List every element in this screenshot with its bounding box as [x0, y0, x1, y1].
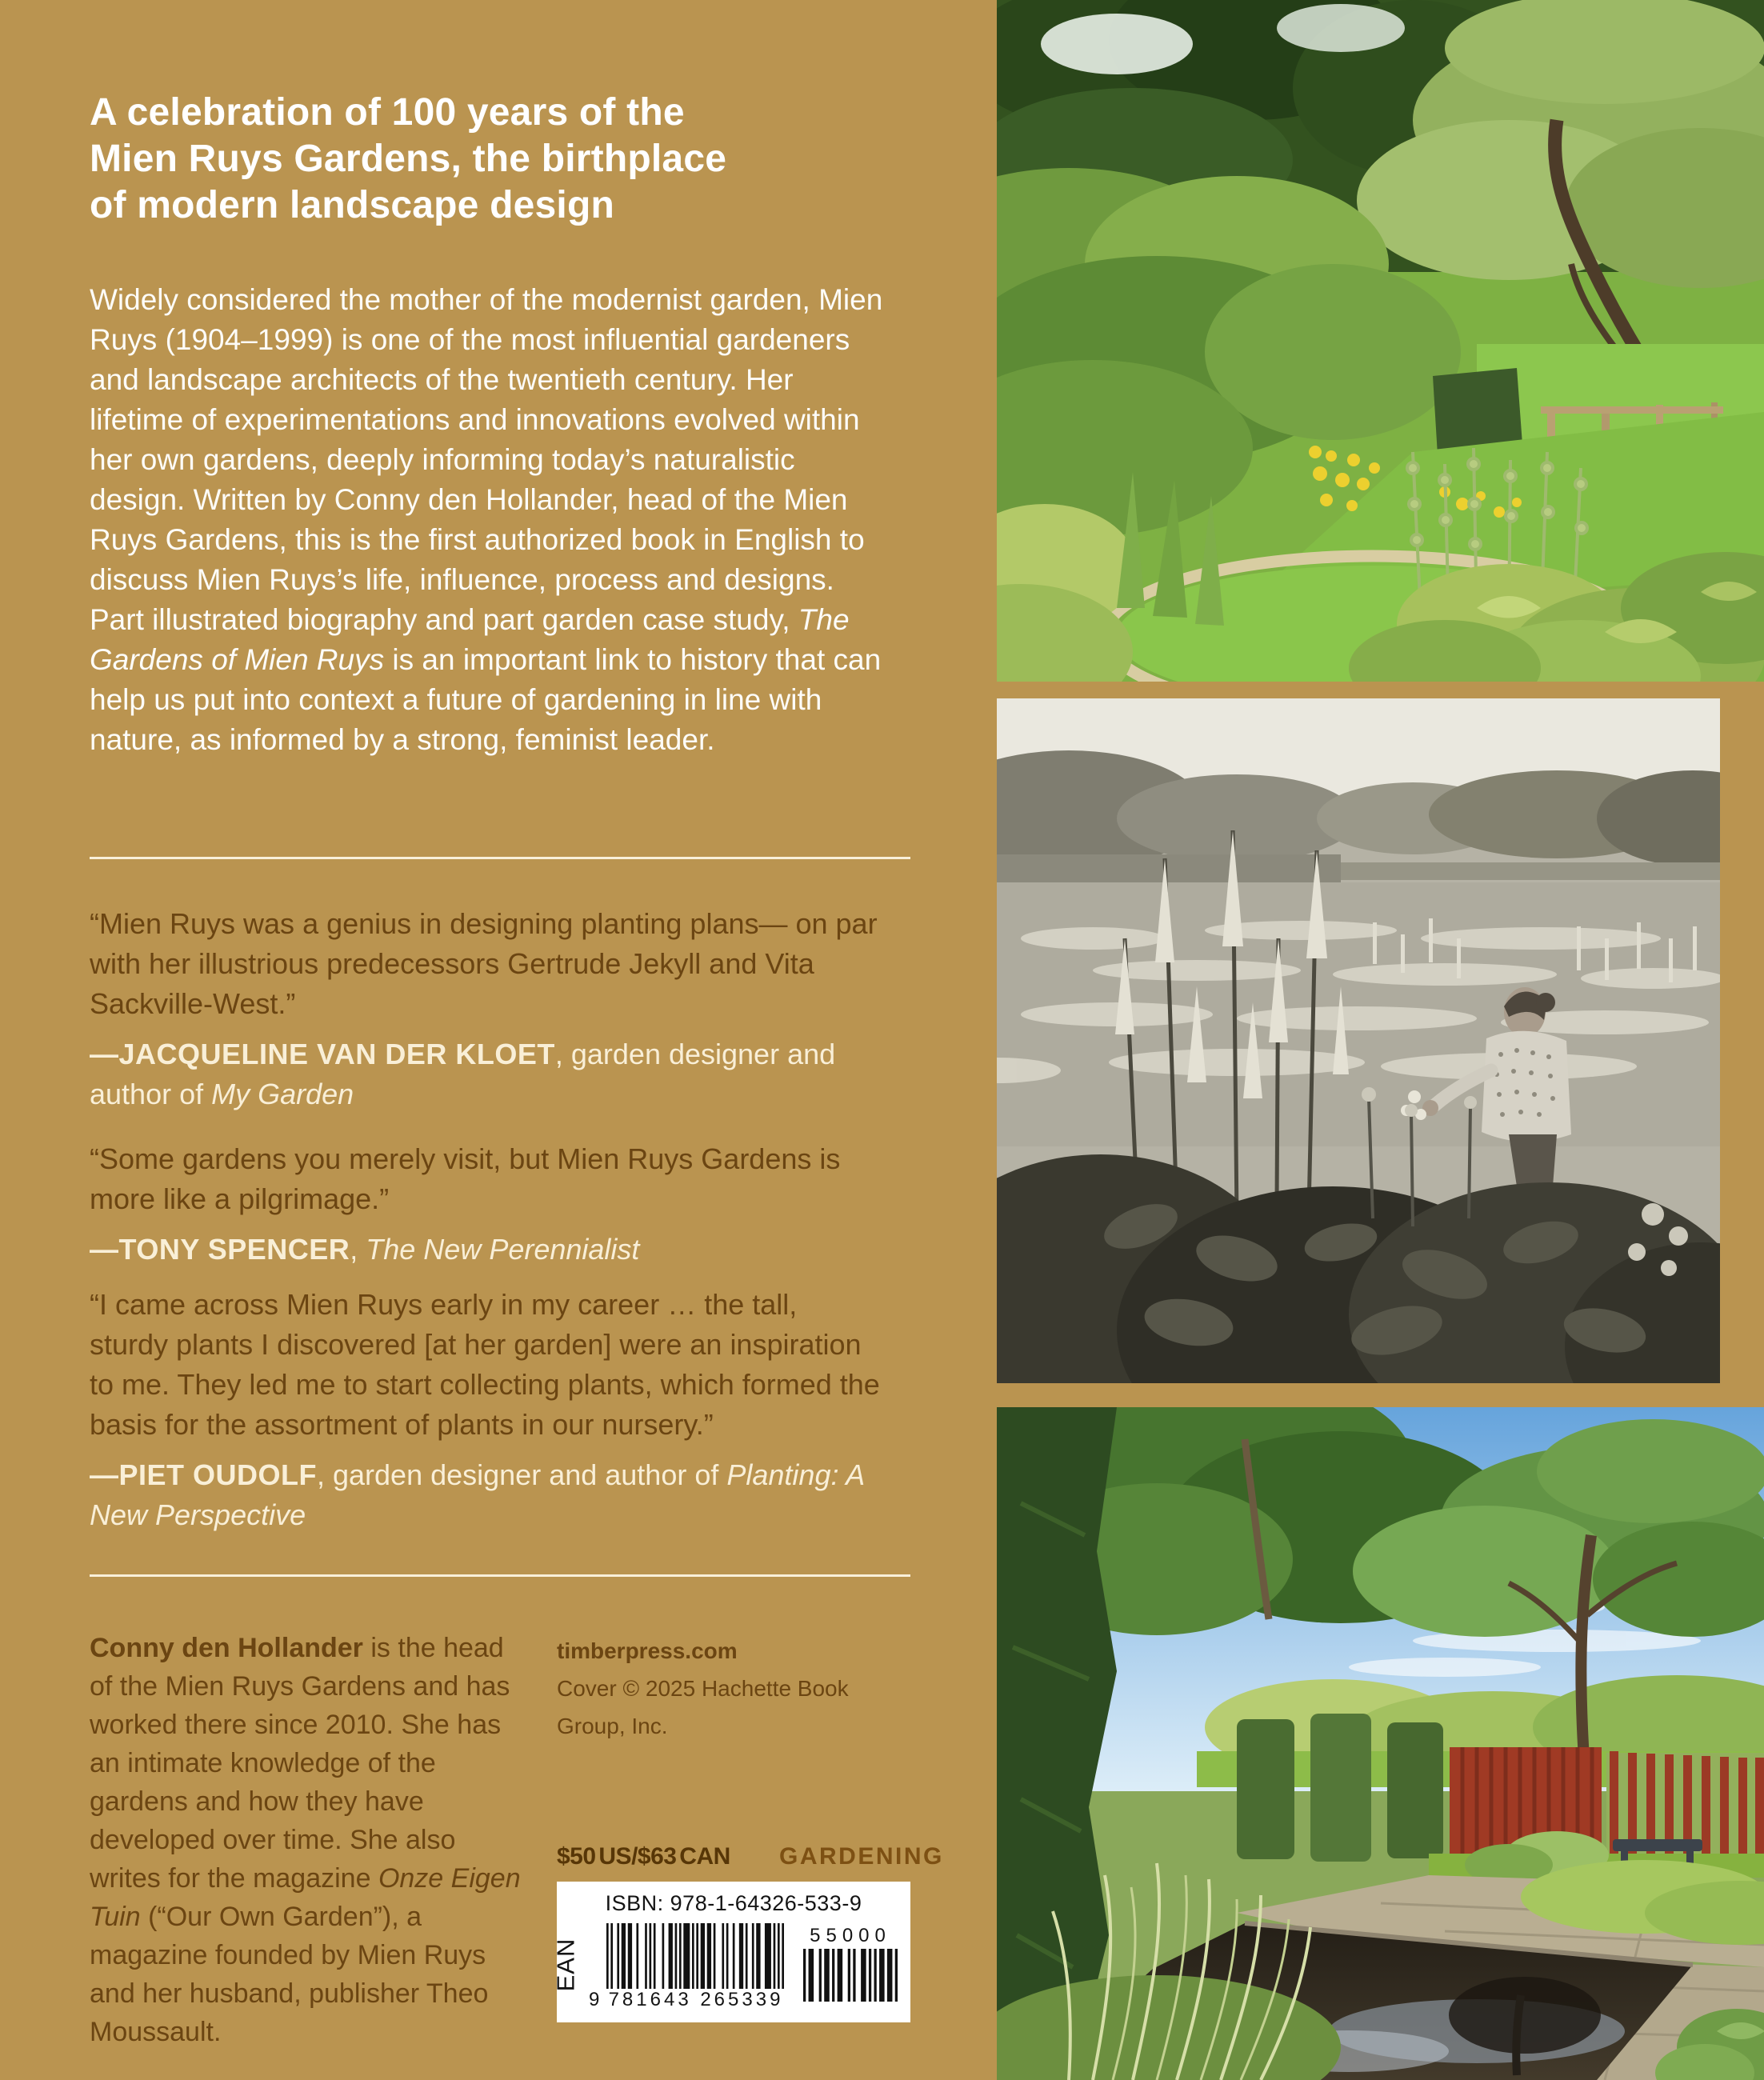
intro-paragraph	[90, 280, 893, 760]
mien-ruys-bw-illustration	[997, 698, 1720, 1383]
attribution-work: My Garden	[211, 1078, 354, 1110]
separator-line-bottom	[90, 1574, 910, 1577]
attribution-name: —PIET OUDOLF	[90, 1458, 317, 1491]
barcode-digits-main: 781643 265339	[608, 1989, 784, 2010]
quote-attribution	[90, 1034, 883, 1114]
quote-text: “Some gardens you merely visit, but Mien Ruys Gardens is more like a pilgrimage.”	[90, 1142, 841, 1215]
quote-attribution	[90, 1230, 883, 1270]
ean-label: EAN	[551, 1938, 580, 1992]
bio-text-2: (“Our Own Garden”), a magazine founded by Mien Ruys and her husband, publisher Theo Moussault.	[90, 1902, 489, 2047]
price-label: $50 US/$63 CAN	[557, 1843, 730, 1870]
barcode-panel	[551, 1882, 910, 2022]
attribution-work: The New Perennialist	[366, 1233, 640, 1266]
barcode-addon-digits: 55000	[810, 1925, 891, 1946]
attribution-role: , garden designer and author of	[317, 1458, 727, 1491]
author-bio	[90, 1629, 528, 2051]
publisher-info	[557, 1632, 854, 1745]
garden-borders-illustration	[997, 0, 1764, 682]
publisher-website: timberpress.com	[557, 1638, 738, 1663]
separator-line-top	[90, 857, 910, 859]
photo-mien-ruys-bw	[997, 698, 1720, 1383]
photo-garden-borders	[997, 0, 1764, 682]
intro-book-title: The Gardens of Mien Ruys	[90, 603, 850, 676]
reflecting-pool-illustration	[997, 1407, 1764, 2080]
author-name: Conny den Hollander	[90, 1633, 363, 1663]
attribution-name: —JACQUELINE VAN DER KLOET	[90, 1038, 555, 1070]
attribution-role: , garden designer and author of	[90, 1038, 836, 1110]
headline	[90, 90, 938, 229]
attribution-name: —TONY SPENCER	[90, 1233, 350, 1266]
quote-block-3	[90, 1285, 883, 1535]
quote-block-1	[90, 904, 883, 1114]
quote-text: “I came across Mien Ruys early in my career … the tall, sturdy plants I discovered [at her garden] were an inspiration to me. They led me to start collecting plants, which formed the basis for the assortment of plants in our nursery.”	[90, 1288, 880, 1441]
attribution-role: ,	[350, 1233, 366, 1266]
bio-magazine-title: Onze Eigen Tuin	[90, 1863, 521, 1932]
attribution-work: Planting: A New Perspective	[90, 1458, 864, 1531]
isbn-label: ISBN: 978-1-64326-533-9	[605, 1891, 862, 1915]
headline-line-1: A celebration of 100 years of the	[90, 91, 685, 134]
bio-text-1: is the head of the Mien Ruys Gardens and has worked there since 2010. She has an intimate knowledge of the gardens and how they have developed over time. She also writes for the magazine	[90, 1633, 510, 1894]
quote-attribution	[90, 1455, 883, 1535]
quote-block-2	[90, 1139, 883, 1270]
barcode-main-bars	[606, 1923, 784, 1989]
intro-text-1: Widely considered the mother of the modernist garden, Mien Ruys (1904–1999) is one of the most influential gardeners and landscape architects of the twentieth century. Her lifetime of experimentations and innovations evolved within her own gardens, deeply informing today’s naturalistic design. Written by Conny den Hollander, head of the Mien Ruys Gardens, this is the first authorized book in English to discuss Mien Ruys’s life, influence, process and designs. Part illustrated biography and part garden case study,	[90, 283, 883, 636]
barcode-addon-bars	[803, 1949, 898, 2002]
barcode-digit-left: 9	[589, 1989, 600, 2010]
headline-line-2: Mien Ruys Gardens, the birthplace	[90, 138, 727, 180]
photo-reflecting-pool	[997, 1407, 1764, 2080]
publisher-copyright: Cover © 2025 Hachette Book Group, Inc.	[557, 1676, 849, 1738]
headline-line-3: of modern landscape design	[90, 184, 614, 226]
quote-text: “Mien Ruys was a genius in designing planting plans— on par with her illustrious predecessors Gertrude Jekyll and Vita Sackville-West.”	[90, 907, 878, 1020]
intro-text-2: is an important link to history that can help us put into context a future of gardening in line with nature, as informed by a strong, feminist leader.	[90, 643, 882, 756]
category-label: GARDENING	[779, 1843, 944, 1870]
